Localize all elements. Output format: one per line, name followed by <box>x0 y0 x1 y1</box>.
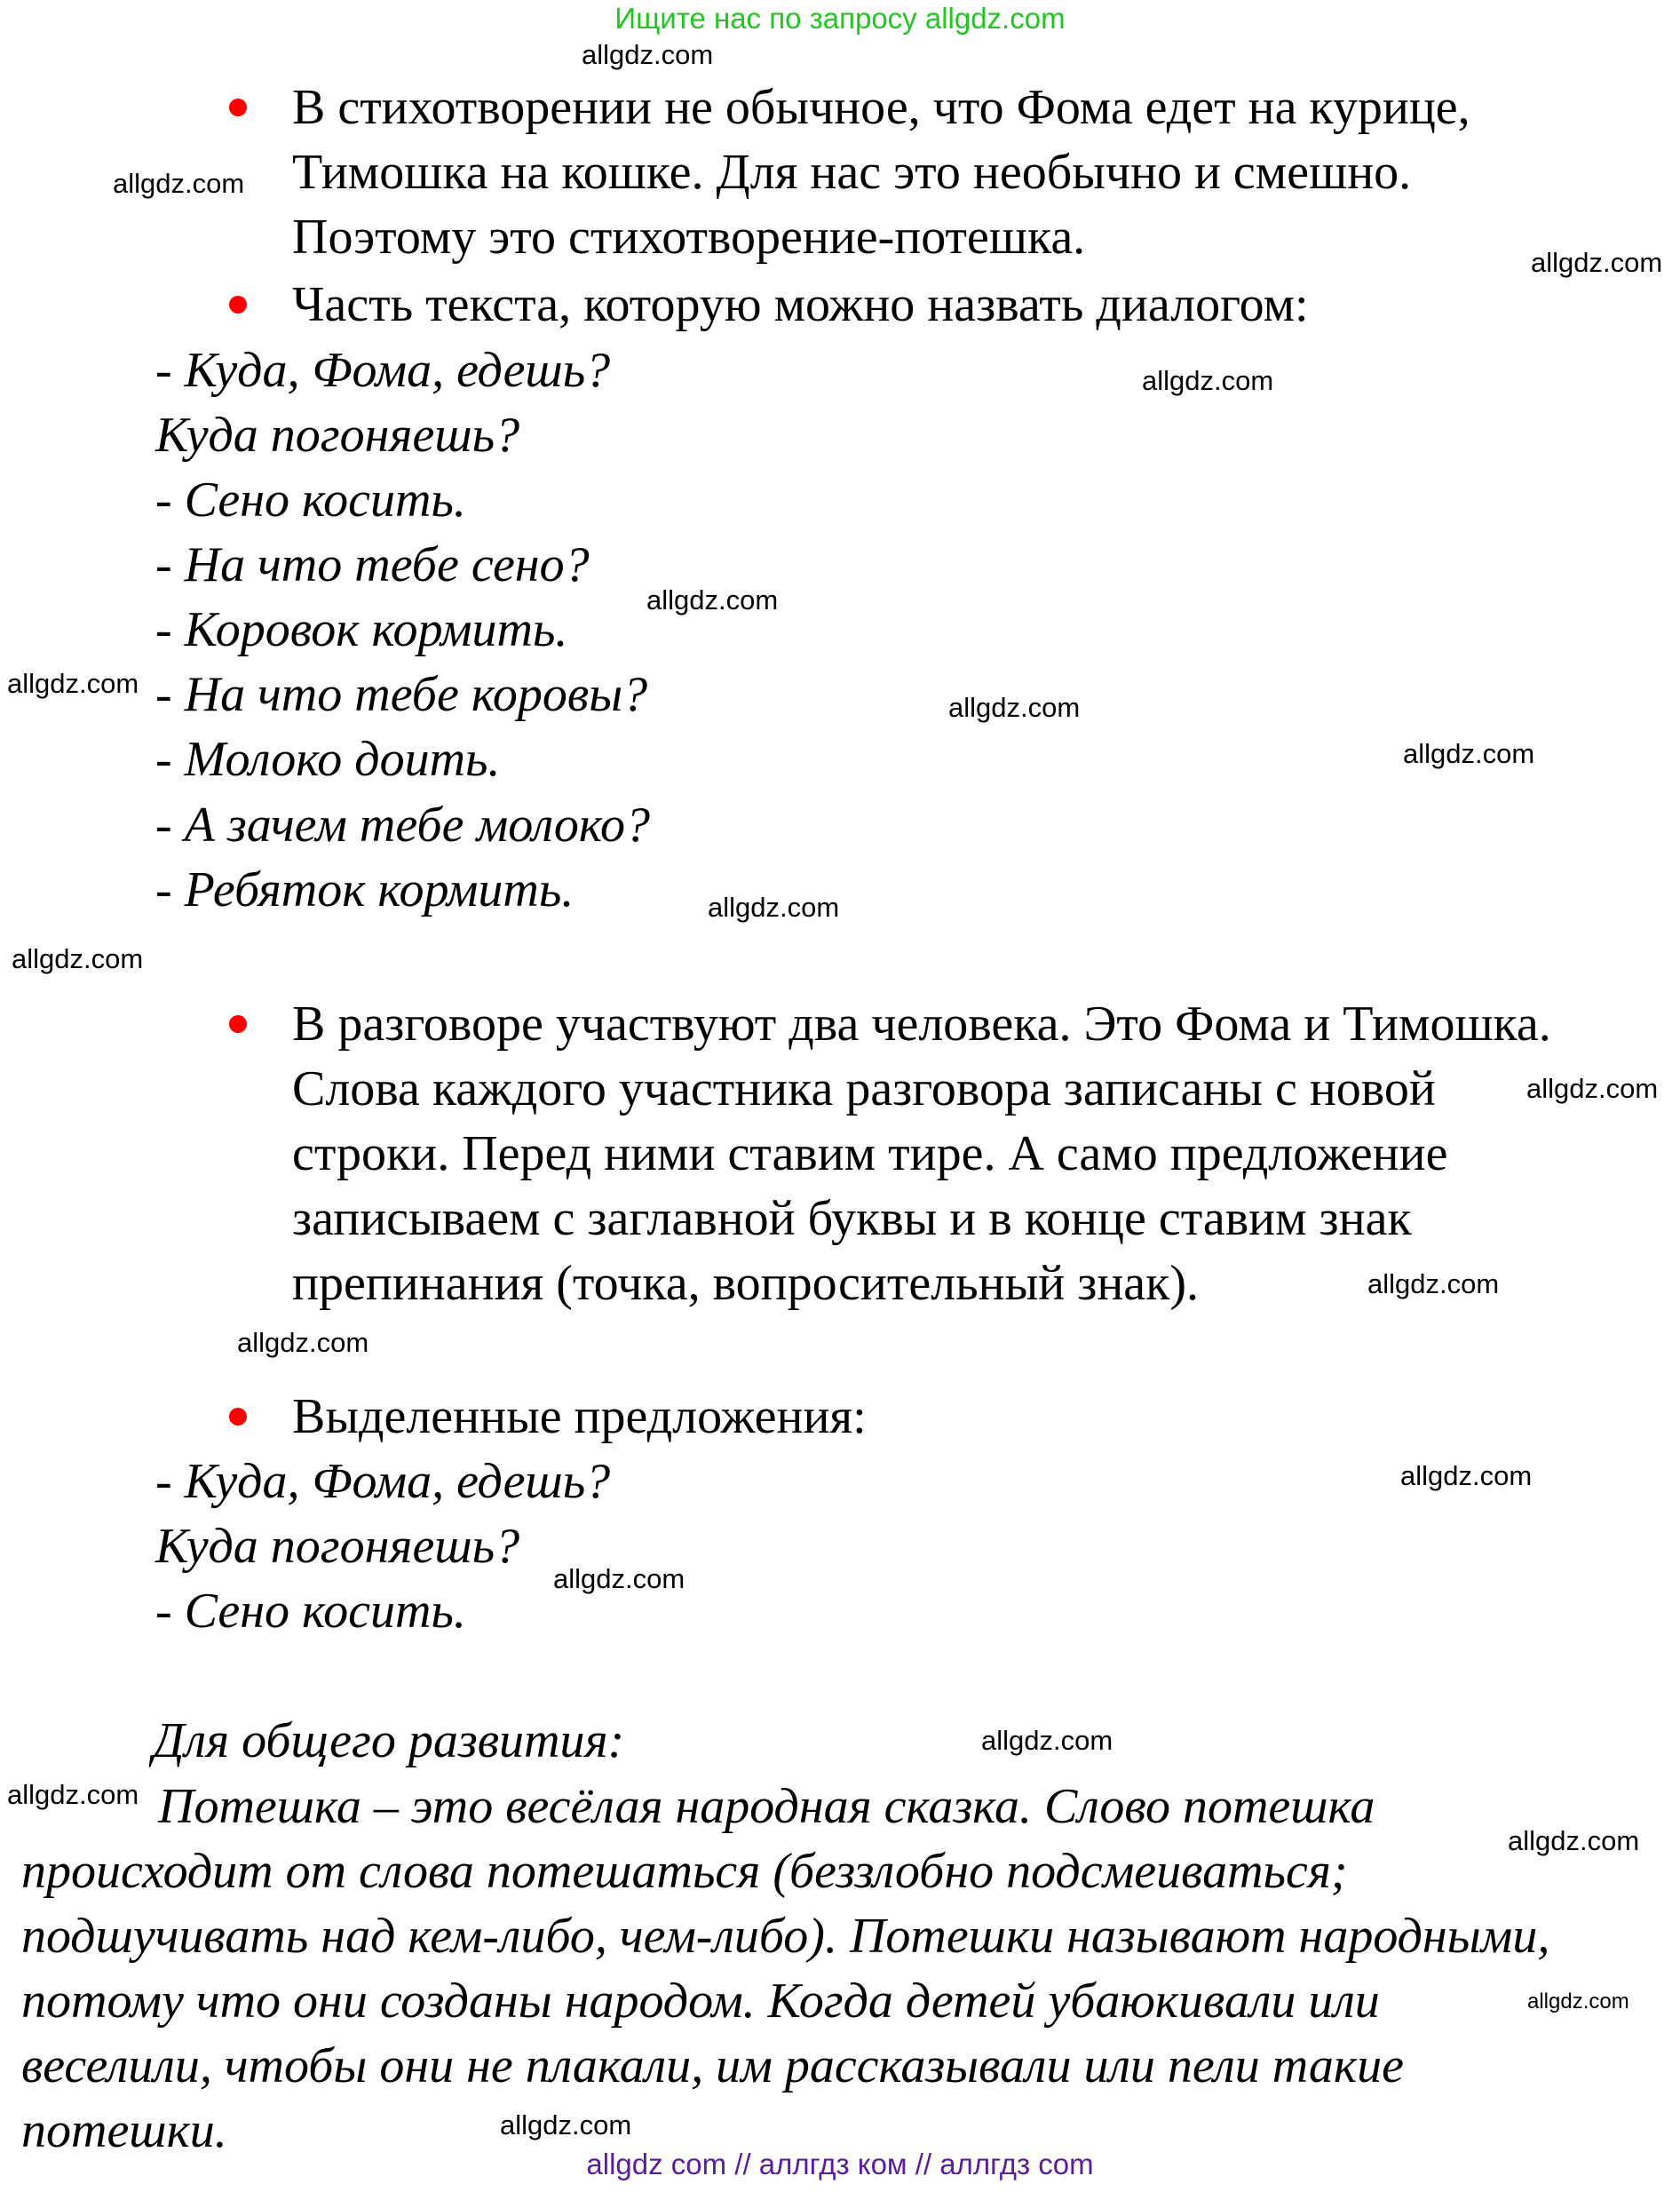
paragraph-line: Потешка – это весёлая народная сказка. Слово потешка <box>158 1779 1375 1834</box>
watermark: allgdz.com <box>948 692 1081 723</box>
footer-links[interactable]: allgdz com // аллгдз ком // аллгдз com <box>586 2148 1094 2180</box>
watermark: allgdz.com <box>646 584 779 616</box>
watermark: allgdz.com <box>1508 1825 1640 1856</box>
watermark: allgdz.com <box>1531 247 1663 278</box>
text-line: препинания (точка, вопросительный знак). <box>292 1256 1200 1311</box>
paragraph-line: подшучивать над кем-либо, чем-либо). Потешки называют народными, <box>21 1909 1550 1964</box>
text-line: строки. Перед ними ставим тире. А само предложение <box>292 1126 1448 1181</box>
dialog-line: Куда погоняешь? <box>155 1519 520 1574</box>
dialog-line: - Куда, Фома, едешь? <box>155 343 611 398</box>
paragraph-line: потому что они созданы народом. Когда детей убаюкивали или <box>21 1974 1380 2029</box>
watermark: allgdz.com <box>7 668 139 699</box>
bullet-icon <box>229 296 247 314</box>
watermark: allgdz.com <box>553 1563 685 1594</box>
text-line: В стихотворении не обычное, что Фома едет на курице, <box>292 80 1470 135</box>
watermark: allgdz.com <box>1403 738 1535 769</box>
bullet-icon <box>229 99 247 116</box>
dialog-line: - Ребяток кормить. <box>155 862 575 917</box>
watermark: allgdz.com <box>582 39 714 70</box>
dialog-line: - Куда, Фома, едешь? <box>155 1454 611 1509</box>
watermark: allgdz.com <box>12 943 144 974</box>
watermark: allgdz.com <box>1367 1268 1500 1299</box>
watermark: allgdz.com <box>1527 1989 1629 2013</box>
text-line: Часть текста, которую можно назвать диалогом: <box>292 277 1309 332</box>
watermark: allgdz.com <box>7 1779 139 1810</box>
watermark: allgdz.com <box>1526 1073 1659 1104</box>
text-line: Тимошка на кошке. Для нас это необычно и смешно. <box>292 145 1412 200</box>
paragraph-line: потешки. <box>21 2103 227 2158</box>
dialog-line: - Молоко доить. <box>155 732 501 787</box>
dialog-line: Куда погоняешь? <box>155 408 520 463</box>
watermark: allgdz.com <box>1400 1460 1533 1491</box>
bullet-icon <box>229 1408 247 1426</box>
text-line: В разговоре участвуют два человека. Это Фома и Тимошка. <box>292 997 1551 1052</box>
text-line: записываем с заглавной буквы и в конце ставим знак <box>292 1191 1412 1246</box>
watermark: allgdz.com <box>981 1725 1113 1756</box>
dialog-line: - А зачем тебе молоко? <box>155 798 650 853</box>
text-line: Выделенные предложения: <box>292 1389 867 1444</box>
dialog-line: - На что тебе сено? <box>155 537 590 592</box>
watermark: allgdz.com <box>708 892 840 923</box>
paragraph-line: происходит от слова потешаться (беззлобно подсмеиваться; <box>21 1844 1348 1899</box>
watermark: allgdz.com <box>237 1327 369 1358</box>
text-line: Слова каждого участника разговора записаны с новой <box>292 1061 1436 1116</box>
watermark: allgdz.com <box>113 168 245 199</box>
dialog-line: - На что тебе коровы? <box>155 667 648 722</box>
dialog-line: - Сено косить. <box>155 473 466 528</box>
bullet-icon <box>229 1015 247 1033</box>
watermark: allgdz.com <box>1142 365 1274 396</box>
dialog-line: - Сено косить. <box>155 1584 466 1639</box>
dialog-line: - Коровок кормить. <box>155 602 568 657</box>
text-line: Поэтому это стихотворение-потешка. <box>292 210 1086 265</box>
header-banner[interactable]: Ищите нас по запросу allgdz.com <box>614 2 1066 35</box>
paragraph-line: веселили, чтобы они не плакали, им рассказывали или пели такие <box>21 2038 1404 2093</box>
section-title: Для общего развития: <box>153 1713 625 1768</box>
watermark: allgdz.com <box>500 2109 632 2140</box>
